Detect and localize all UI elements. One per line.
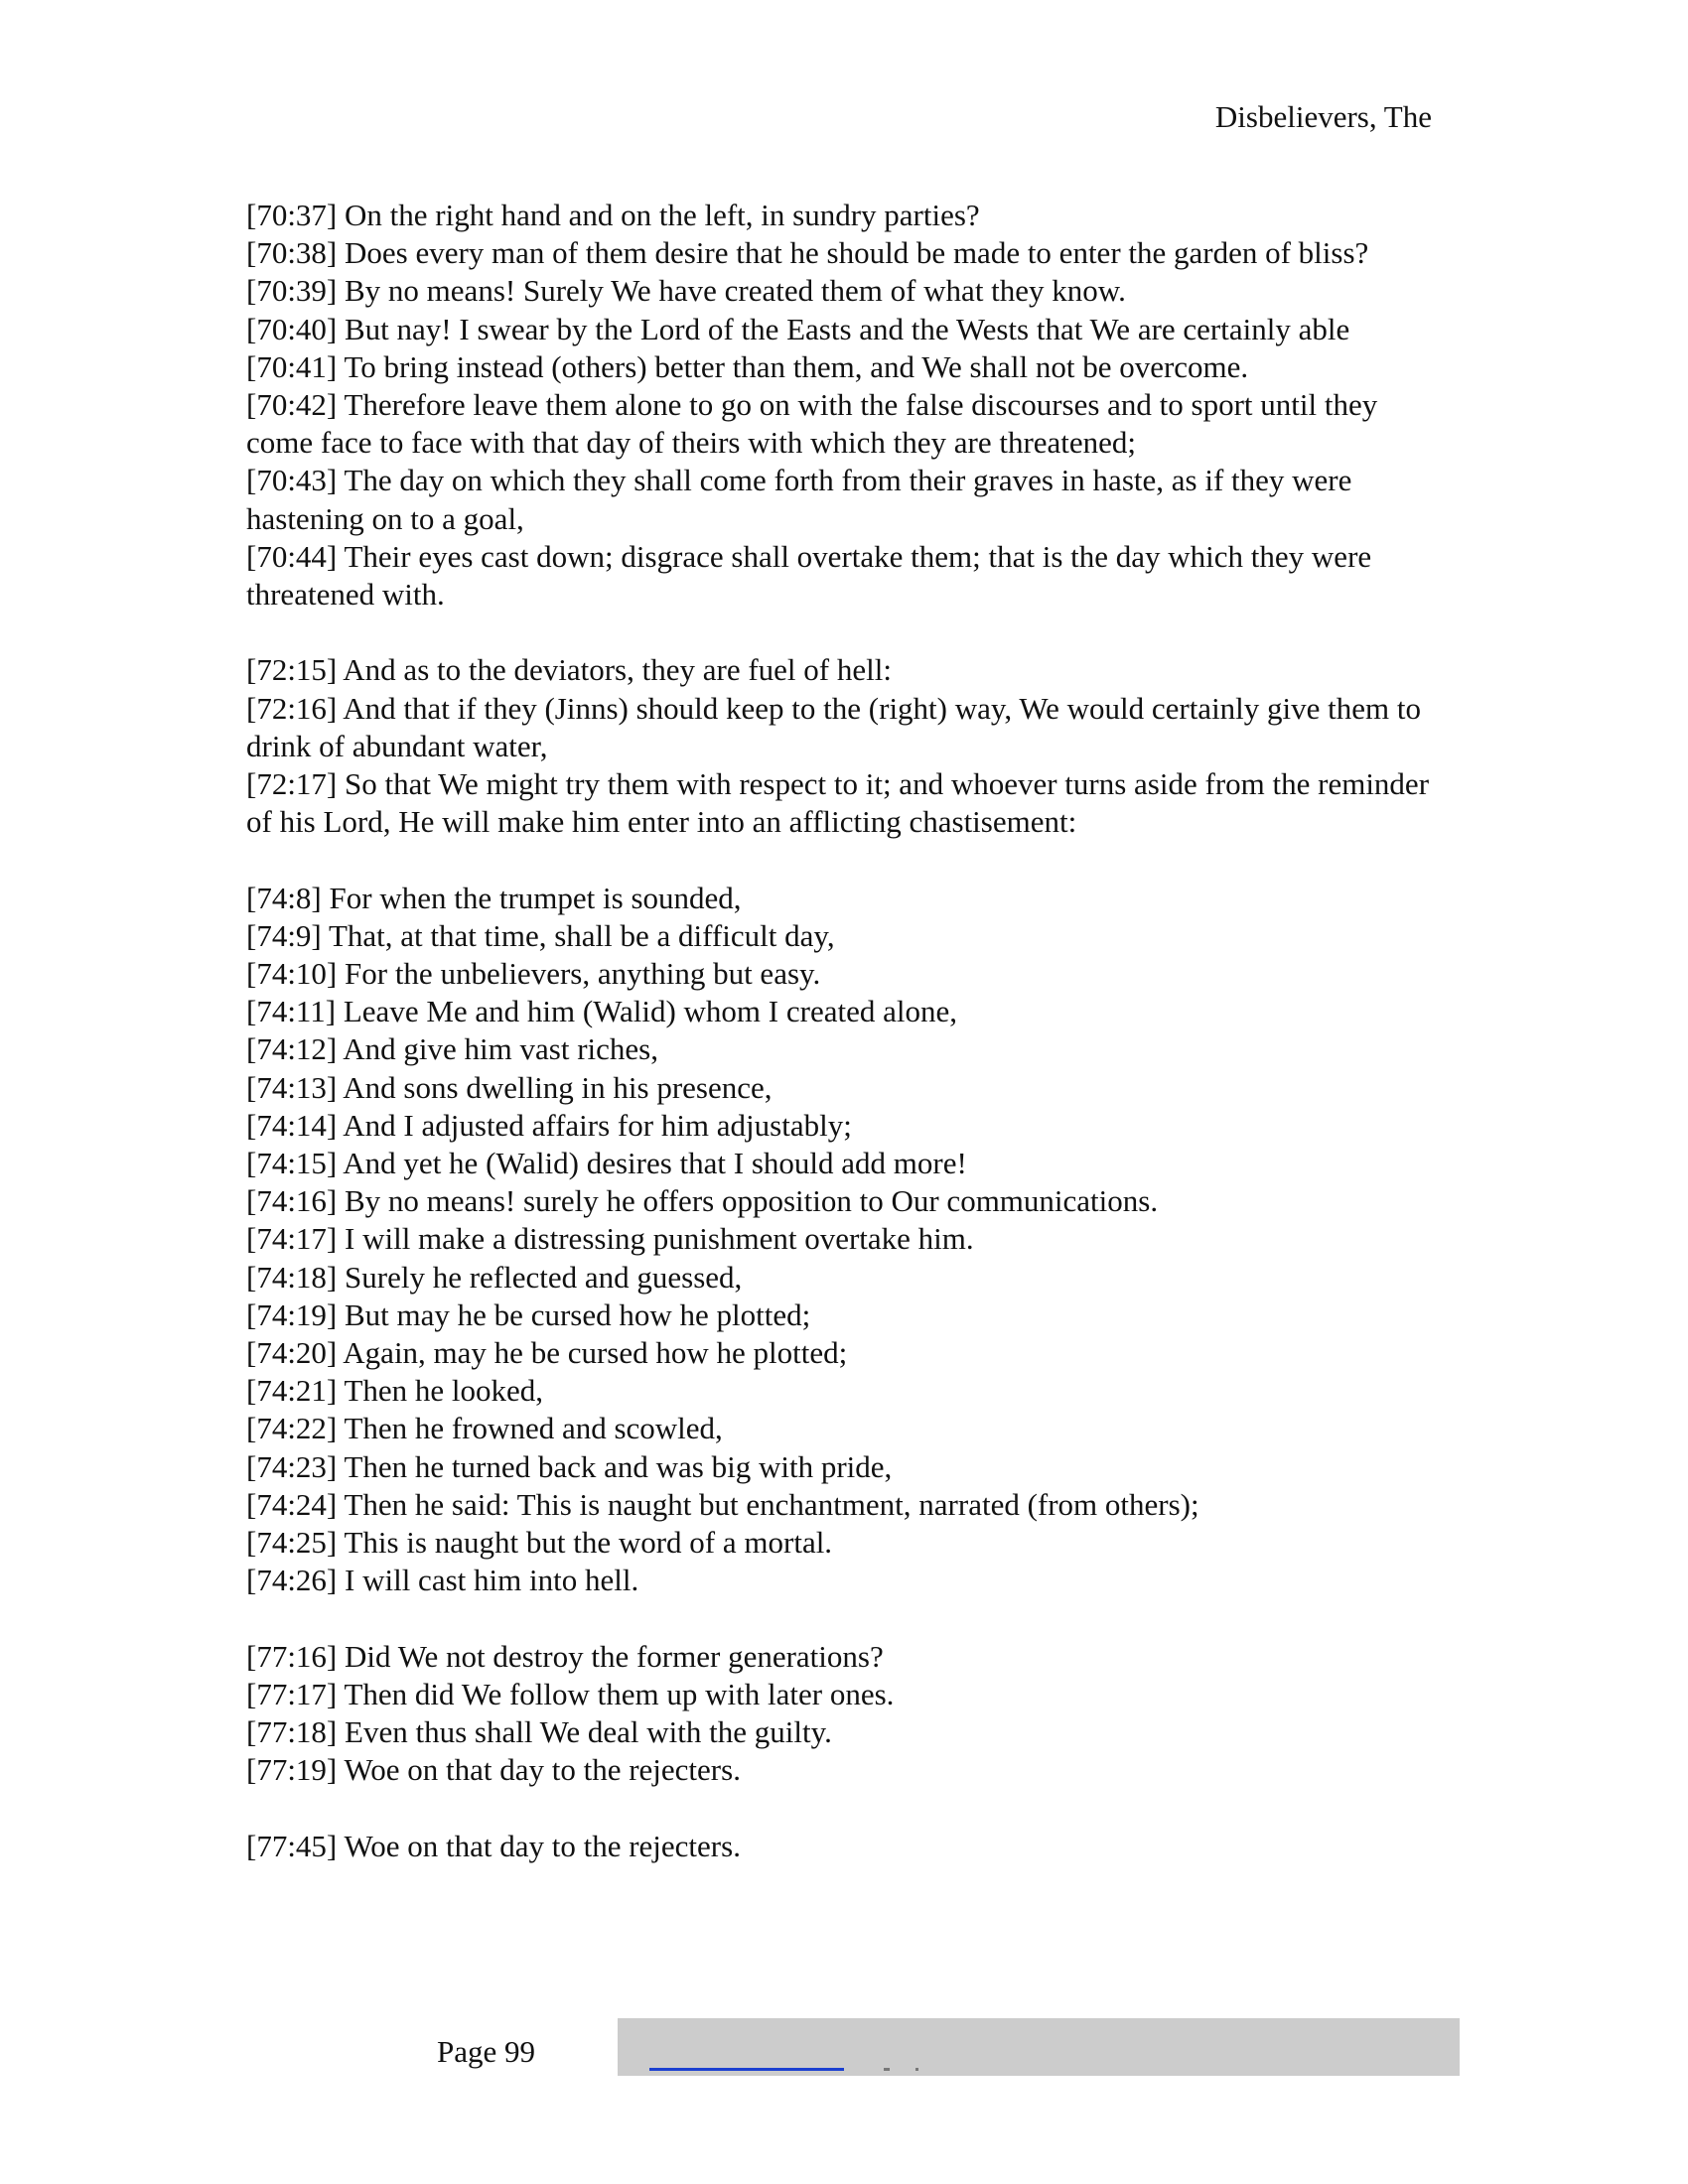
page-number: Page 99 <box>437 2034 536 2069</box>
verse-line: [77:16] Did We not destroy the former generations? <box>246 1638 884 1674</box>
running-header: Disbelievers, The <box>1214 99 1432 134</box>
verse-line: [74:15] And yet he (Walid) desires that I should add more! <box>246 1146 967 1181</box>
verse-line: [74:22] Then he frowned and scowled, <box>246 1411 723 1446</box>
verse-line: [74:13] And sons dwelling in his presence, <box>246 1069 773 1105</box>
verse-line: [70:40] But nay! I swear by the Lord of the Easts and the Wests that We are certainly able <box>246 311 1350 346</box>
verse-line: [74:26] I will cast him into hell. <box>246 1563 639 1598</box>
verse-line: [77:19] Woe on that day to the rejecters. <box>246 1752 741 1788</box>
verse-line: [72:15] And as to the deviators, they are fuel of hell: <box>246 652 892 688</box>
verse-line: [74:20] Again, may he be cursed how he plotted; <box>246 1335 848 1371</box>
verse-line: [74:10] For the unbelievers, anything but easy. <box>246 956 821 992</box>
footer-text-fragment <box>915 2068 918 2071</box>
verse-line: [70:42] Therefore leave them alone to go on with the false discourses and to sport until they come face to face with that day of theirs with which they are threatened; <box>246 387 1378 461</box>
verse-line: [70:44] Their eyes cast down; disgrace shall overtake them; that is the day which they were threatened with. <box>246 538 1372 613</box>
verse-line: [74:21] Then he looked, <box>246 1373 544 1409</box>
verse-line: [70:43] The day on which they shall come forth from their graves in haste, as if they were hastening on to a goal, <box>246 463 1352 536</box>
verse-line: [70:38] Does every man of them desire that he should be made to enter the garden of bliss? <box>246 235 1369 271</box>
verse-line: [74:19] But may he be cursed how he plotted; <box>246 1297 811 1332</box>
verse-line: [74:17] I will make a distressing punishment overtake him. <box>246 1221 974 1257</box>
verse-list <box>246 197 1438 1903</box>
verse-line: [70:39] By no means! Surely We have created them of what they know. <box>246 273 1126 309</box>
verse-line: [72:16] And that if they (Jinns) should keep to the (right) way, We would certainly give them to drink of abundant water, <box>246 690 1422 763</box>
verse-section <box>246 1638 1438 1790</box>
verse-line: [77:17] Then did We follow them up with later ones. <box>246 1676 895 1711</box>
verse-line: [74:25] This is naught but the word of a mortal. <box>246 1525 833 1561</box>
verse-line: [74:16] By no means! surely he offers opposition to Our communications. <box>246 1183 1159 1219</box>
verse-line: [74:24] Then he said: This is naught but enchantment, narrated (from others); <box>246 1486 1199 1522</box>
footer-text-fragment <box>884 2068 890 2071</box>
verse-line: [77:45] Woe on that day to the rejecters. <box>246 1828 741 1863</box>
verse-line: [74:11] Leave Me and him (Walid) whom I created alone, <box>246 994 957 1029</box>
verse-section <box>246 197 1438 614</box>
verse-section <box>246 651 1438 841</box>
verse-line: [72:17] So that We might try them with respect to it; and whoever turns aside from the reminder of his Lord, He will make him enter into an afflicting chastisement: <box>246 766 1430 840</box>
verse-line: [70:41] To bring instead (others) better than them, and We shall not be overcome. <box>246 348 1249 384</box>
verse-line: [74:14] And I adjusted affairs for him adjustably; <box>246 1107 852 1143</box>
verse-line: [74:18] Surely he reflected and guessed, <box>246 1259 743 1295</box>
verse-line: [74:8] For when the trumpet is sounded, <box>246 880 742 915</box>
footer-link-underline[interactable] <box>649 2068 844 2071</box>
verse-section <box>246 1828 1438 1865</box>
verse-line: [77:18] Even thus shall We deal with the guilty. <box>246 1714 832 1750</box>
footer-banner <box>618 2018 1460 2076</box>
verse-line: [70:37] On the right hand and on the left, in sundry parties? <box>246 198 980 232</box>
verse-line: [74:23] Then he turned back and was big with pride, <box>246 1448 893 1484</box>
verse-line: [74:9] That, at that time, shall be a difficult day, <box>246 917 835 953</box>
verse-section <box>246 880 1438 1600</box>
verse-line: [74:12] And give him vast riches, <box>246 1031 658 1067</box>
